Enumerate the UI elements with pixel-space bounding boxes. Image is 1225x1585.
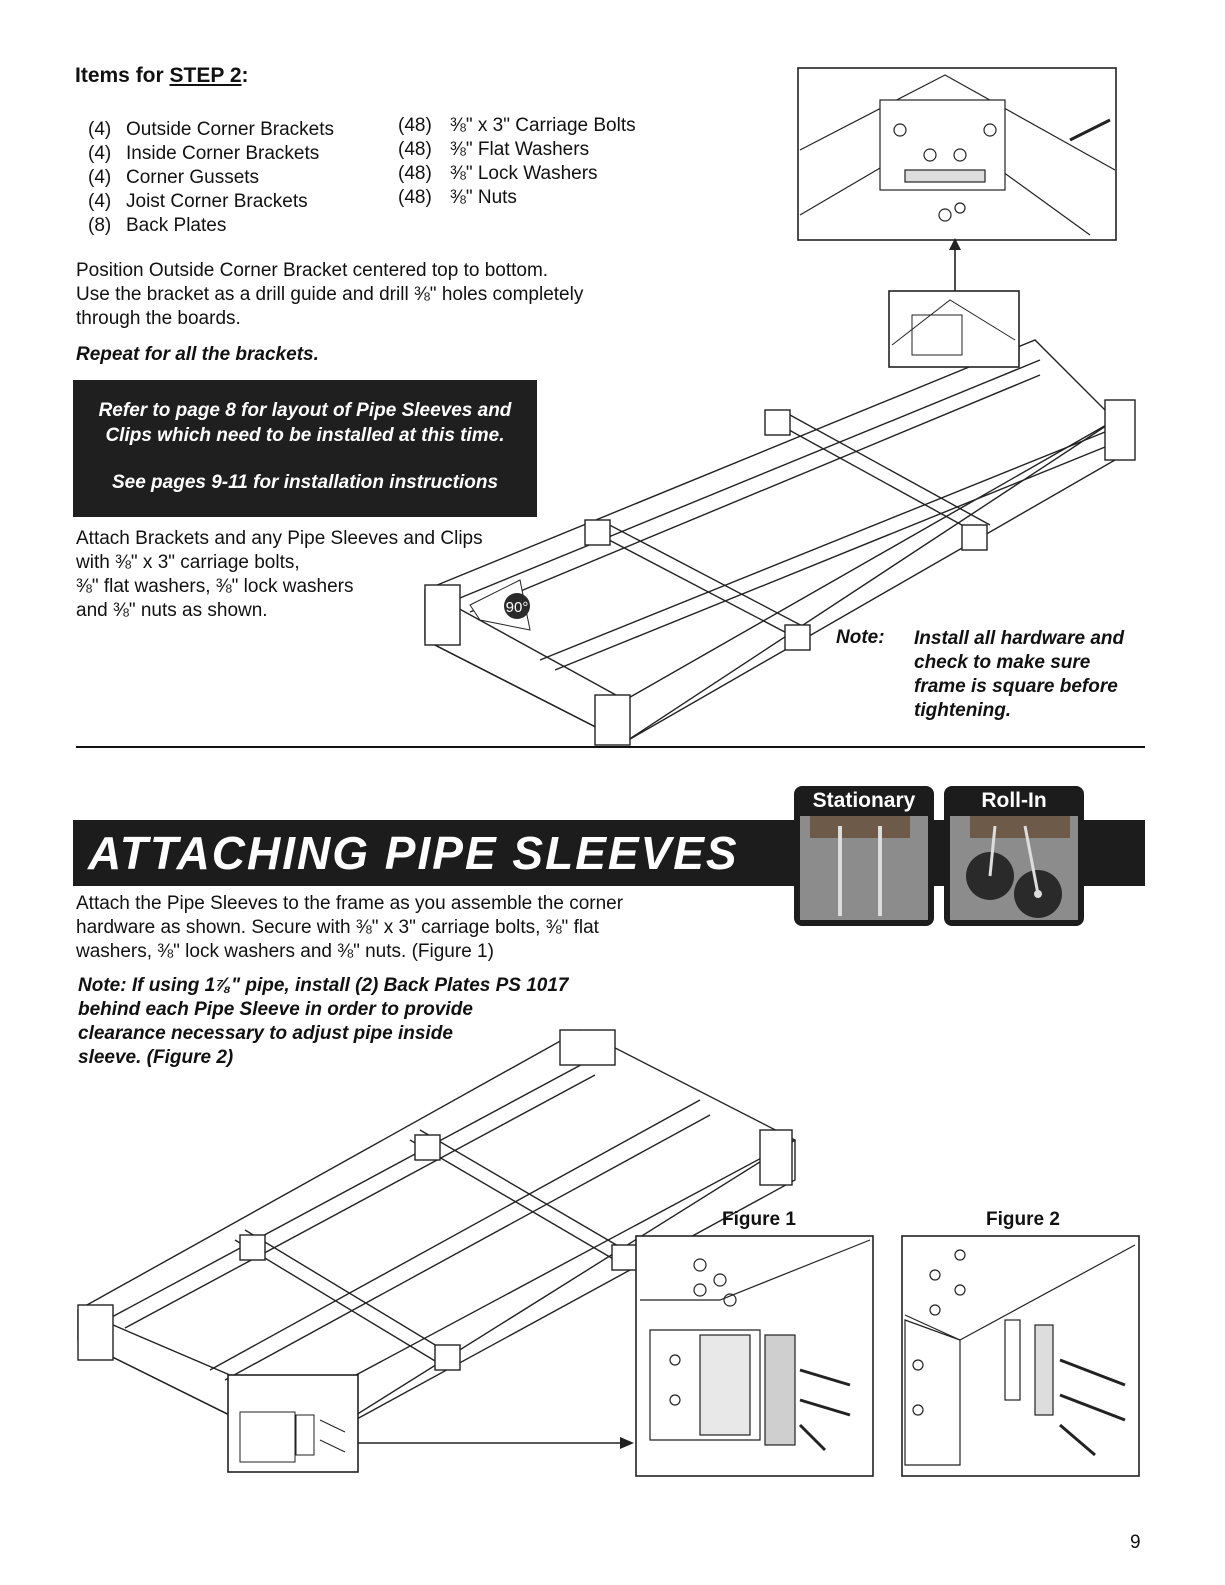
item-qty: (48) bbox=[398, 163, 432, 184]
page-number: 9 bbox=[1130, 1532, 1141, 1553]
text-line: washers, ⅜" lock washers and ⅜" nuts. (Figure 1) bbox=[76, 941, 494, 962]
figure1-label: Figure 1 bbox=[722, 1209, 796, 1230]
text-line: clearance necessary to adjust pipe inside bbox=[78, 1023, 453, 1044]
item-name: Outside Corner Brackets bbox=[126, 119, 335, 140]
text-line: ⅜" flat washers, ⅜" lock washers bbox=[76, 576, 354, 597]
item-qty: (8) bbox=[88, 215, 112, 236]
item-qty: (48) bbox=[398, 139, 432, 160]
callout-line: Clips which need to be installed at this time. bbox=[105, 425, 505, 446]
note-line: check to make sure bbox=[914, 652, 1091, 673]
stationary-tag: Stationary bbox=[812, 789, 916, 812]
rollin-tag: Roll-In bbox=[981, 789, 1047, 812]
text-line: behind each Pipe Sleeve in order to provide bbox=[78, 999, 473, 1020]
figure2-label: Figure 2 bbox=[986, 1209, 1060, 1230]
text-line: Attach the Pipe Sleeves to the frame as you assemble the corner bbox=[76, 893, 624, 914]
heading-prefix: Items for bbox=[75, 64, 170, 87]
note-line: Install all hardware and bbox=[914, 628, 1125, 649]
item-name: ⅜" Nuts bbox=[450, 187, 517, 208]
item-name: Joist Corner Brackets bbox=[126, 191, 308, 212]
section-title: ATTACHING PIPE SLEEVES bbox=[88, 827, 739, 879]
item-qty: (48) bbox=[398, 115, 432, 136]
repeat-note: Repeat for all the brackets. bbox=[76, 344, 319, 365]
text-line: Use the bracket as a drill guide and drill ⅜" holes completely bbox=[76, 284, 584, 305]
text-line: Note: If using 1⅞" pipe, install (2) Back Plates PS 1017 bbox=[78, 975, 569, 996]
item-name: Back Plates bbox=[126, 215, 227, 236]
angle-badge: 90° bbox=[505, 599, 529, 616]
text-line: Position Outside Corner Bracket centered top to bottom. bbox=[76, 260, 549, 281]
item-name: Corner Gussets bbox=[126, 167, 260, 188]
arrow-icon bbox=[620, 1437, 634, 1449]
text-line: and ⅜" nuts as shown. bbox=[76, 600, 268, 621]
note-line: tightening. bbox=[914, 700, 1012, 721]
text-line: sleeve. (Figure 2) bbox=[78, 1047, 234, 1068]
item-qty: (48) bbox=[398, 187, 432, 208]
item-qty: (4) bbox=[88, 119, 112, 140]
text-line: with ⅜" x 3" carriage bolts, bbox=[76, 552, 300, 573]
item-name: ⅜" Flat Washers bbox=[450, 139, 590, 160]
item-name: ⅜" x 3" Carriage Bolts bbox=[450, 115, 636, 136]
callout-line: See pages 9-11 for installation instructions bbox=[111, 472, 499, 493]
text-line: hardware as shown. Secure with ⅜" x 3" carriage bolts, ⅜" flat bbox=[76, 917, 599, 938]
item-qty: (4) bbox=[88, 167, 112, 188]
callout-line: Refer to page 8 for layout of Pipe Sleeves and bbox=[98, 400, 512, 421]
note-line: frame is square before bbox=[914, 676, 1118, 697]
text-line: through the boards. bbox=[76, 308, 241, 329]
heading-step: STEP 2 bbox=[169, 64, 242, 87]
note-label: Note: bbox=[836, 627, 885, 648]
item-qty: (4) bbox=[88, 143, 112, 164]
heading-suffix: : bbox=[241, 64, 249, 87]
text-line: Attach Brackets and any Pipe Sleeves and Clips bbox=[76, 528, 483, 549]
item-name: Inside Corner Brackets bbox=[126, 143, 320, 164]
item-name: ⅜" Lock Washers bbox=[450, 163, 598, 184]
item-qty: (4) bbox=[88, 191, 112, 212]
